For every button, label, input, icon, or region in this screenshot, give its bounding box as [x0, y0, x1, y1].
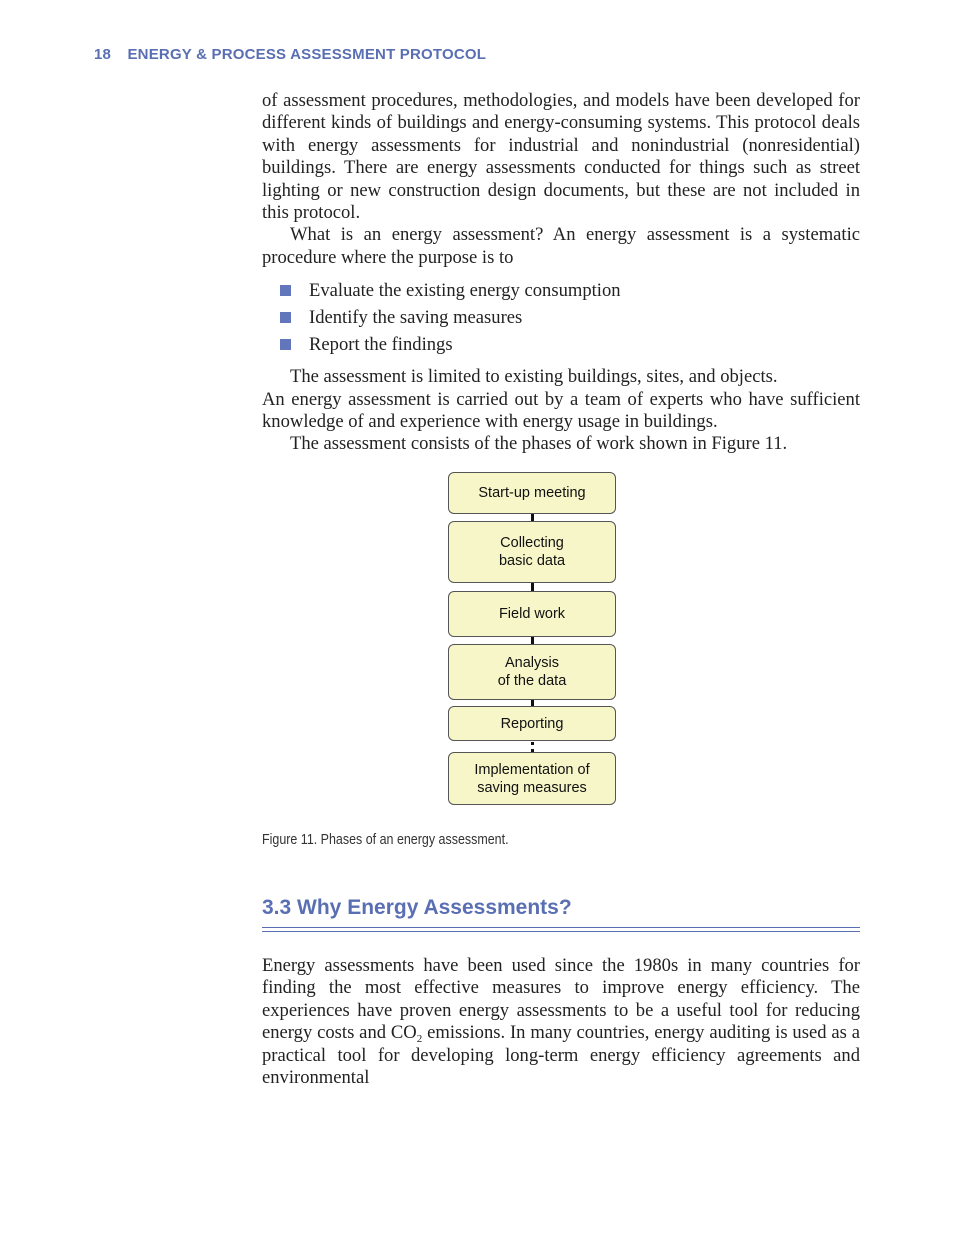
- section-body-bottom: [262, 955, 860, 1089]
- section-heading: 3.3 Why Energy Assessments?: [262, 896, 572, 919]
- section-body-top: [262, 90, 860, 456]
- paragraph-2: What is an energy assessment? An energy assessment is a systematic procedure where the purpose is to: [262, 224, 860, 268]
- flow-step-field-work: Field work: [448, 591, 616, 637]
- page-number: 18: [94, 46, 112, 63]
- flow-step-reporting: Reporting: [448, 706, 616, 741]
- flow-step-start-up-meeting: Start-up meeting: [448, 472, 616, 514]
- flow-step-analysis-of-the-data: Analysis of the data: [448, 644, 616, 700]
- flow-connector: [531, 514, 534, 521]
- co2-subscript: 2: [416, 1033, 423, 1046]
- flow-connector-dotted: [531, 742, 534, 752]
- bullet-square-icon: [280, 285, 291, 296]
- heading-rule: [262, 931, 860, 932]
- flow-connector: [531, 637, 534, 644]
- list-item: Report the findings: [280, 331, 860, 358]
- paragraph-1: of assessment procedures, methodologies, and models have been developed for different kinds of buildings and energy-consuming systems. This protocol deals with energy assessments for industrial and nonindustrial (nonresidential) buildings. There are energy assessments conducted for things such as street lighting or new construction design documents, but these are not included in this protocol.: [262, 90, 860, 224]
- running-header: [94, 46, 486, 63]
- flow-step-collecting-basic-data: Collecting basic data: [448, 521, 616, 583]
- bullet-square-icon: [280, 339, 291, 350]
- paragraph-4: The assessment consists of the phases of work shown in Figure 11.: [290, 433, 788, 455]
- running-title: ENERGY & PROCESS ASSESSMENT PROTOCOL: [127, 46, 487, 63]
- bullet-list: [280, 277, 860, 358]
- flow-step-implementation-of-saving-measures: Implementation of saving measures: [448, 752, 616, 805]
- paragraph-3-first-line: The assessment is limited to existing buildings, sites, and objects.: [290, 366, 778, 388]
- flow-connector: [531, 583, 534, 591]
- heading-rule: [262, 927, 860, 928]
- figure-caption: Figure 11. Phases of an energy assessment.: [262, 832, 509, 848]
- paragraph-why: Energy assessments have been used since the 1980s in many countries for finding the most effective measures to improve energy efficiency. The experiences have proven energy assessments to be a useful tool for reducing energy costs and $CO_2$ emissions. In many countries, energy auditing is used as a practical tool for developing long-term energy efficiency agreements and environmental: [262, 955, 860, 1089]
- bullet-square-icon: [280, 312, 291, 323]
- list-item: Evaluate the existing energy consumption: [280, 277, 860, 304]
- list-item: Identify the saving measures: [280, 304, 860, 331]
- paragraph-3-rest: An energy assessment is carried out by a team of experts who have sufficient knowledge of and experience with energy usage in buildings.: [262, 388, 860, 433]
